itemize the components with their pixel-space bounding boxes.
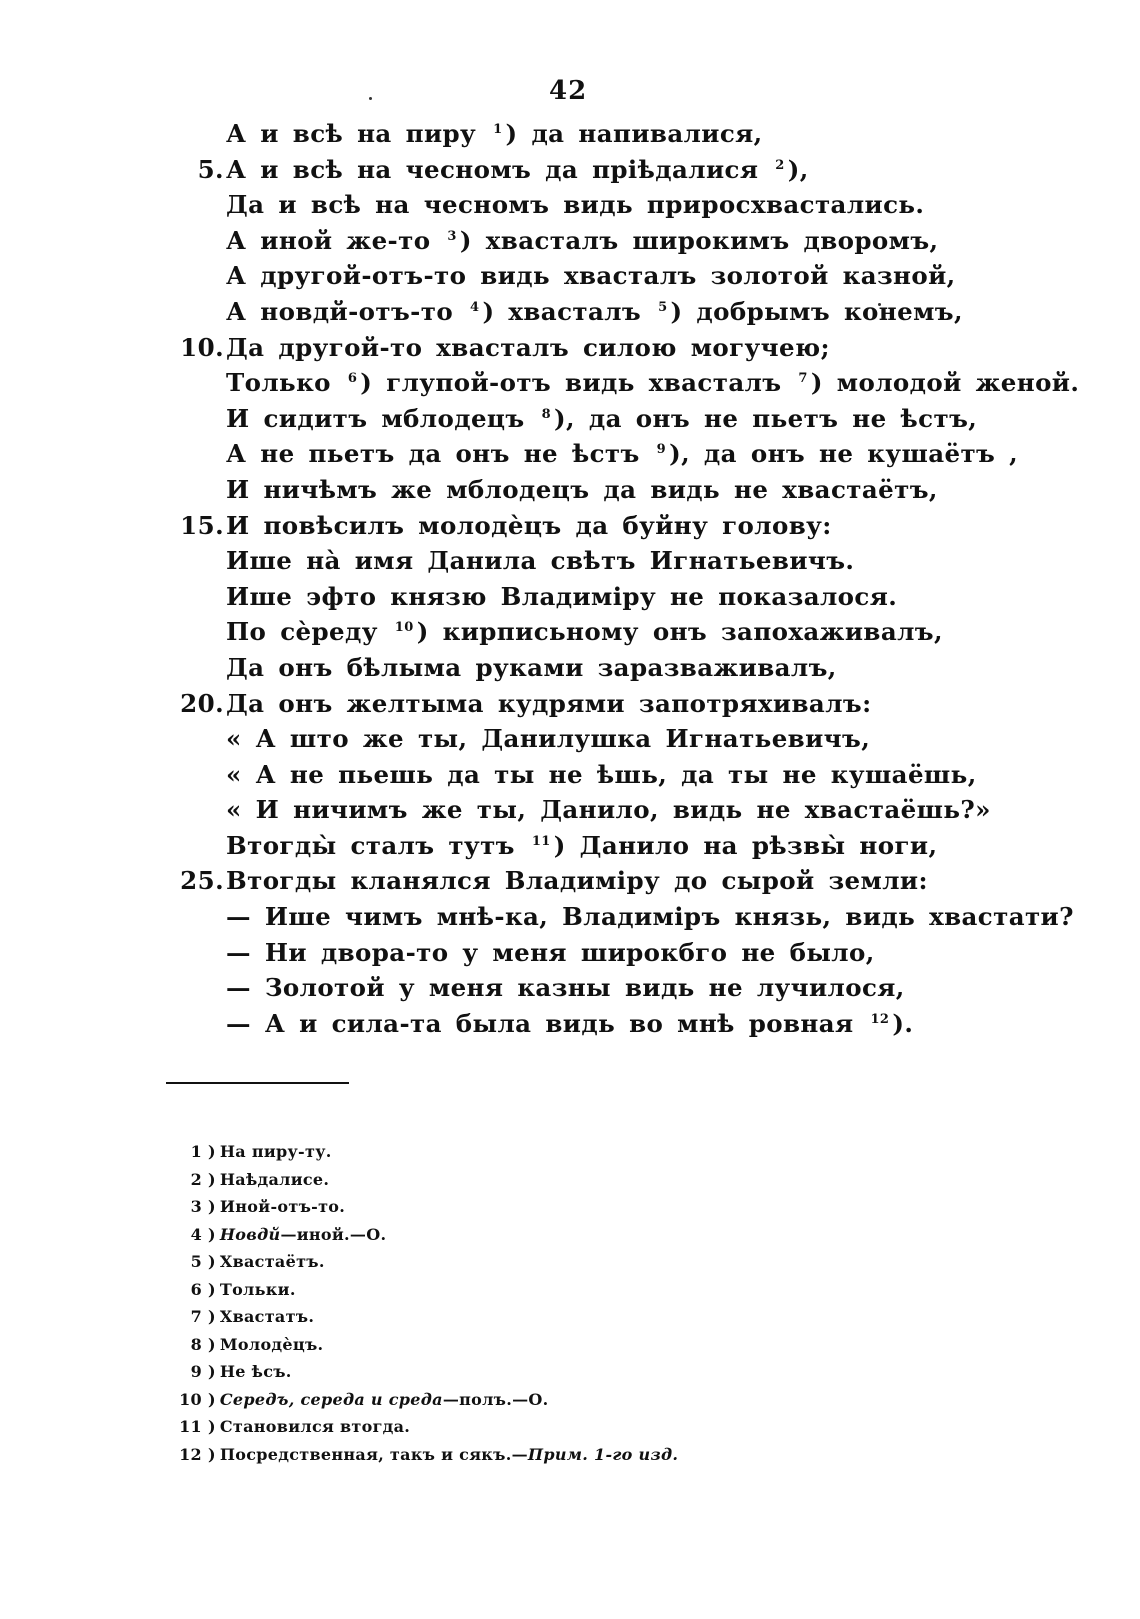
verse-text — [226, 365, 1079, 401]
footnote-number: 9 — [190, 1362, 202, 1381]
footnote-number: 6 — [190, 1279, 202, 1299]
footnote-marker: 3 — [447, 228, 457, 244]
footnote-paren: ) — [208, 1142, 216, 1161]
verse-line — [150, 116, 1010, 152]
poem-verses — [150, 116, 1080, 1041]
footnote-plain-text: Хвастатъ. — [219, 1307, 315, 1326]
verse-text — [226, 686, 872, 722]
footnote-marker: 4 — [470, 299, 480, 315]
verse-line — [150, 828, 1010, 864]
footnote-after-text: —иной.—О. — [280, 1224, 387, 1244]
verse-fragment: ) хвасталъ — [482, 296, 656, 326]
verse-fragment: А другой-отъ-то видь хвасталъ золотой казной, — [226, 261, 956, 291]
footnote-plain-text: Иной-отъ-то. — [219, 1197, 346, 1216]
page-number: 42 — [549, 76, 588, 106]
footnote — [172, 1193, 678, 1221]
footnote-paren: ) — [208, 1444, 216, 1464]
verse-text — [226, 472, 938, 508]
footnote-marker: 10 — [394, 620, 414, 636]
verse-text — [226, 899, 1074, 935]
verse-line — [150, 686, 1010, 722]
verse-text — [226, 294, 963, 330]
verse-number: 10. — [180, 332, 224, 362]
verse-fragment: Втогды̀ сталъ тутъ — [226, 830, 529, 860]
verse-text — [226, 330, 830, 366]
footnote-plain-text: Посредственная, такъ и сякъ.— — [219, 1444, 528, 1464]
verse-text — [226, 863, 928, 899]
verse-line — [150, 330, 1010, 366]
verse-text — [226, 970, 905, 1006]
verse-number: 15. — [180, 510, 224, 540]
verse-fragment: ) хвасталъ широкимъ дворомъ, — [459, 225, 939, 255]
footnote-number: 5 — [190, 1252, 202, 1271]
verse-fragment: Да и всѣ на чесномъ видь прирoсхвастались. — [226, 190, 925, 220]
footnote-paren: ) — [208, 1417, 216, 1436]
verse-line — [150, 579, 1010, 615]
footnote — [172, 1386, 678, 1414]
footnote-divider — [166, 1082, 349, 1084]
footnote-italic-text: Новдй — [219, 1224, 281, 1244]
verse-fragment: Да другой-то хвасталъ силою могучею; — [226, 332, 830, 362]
verse-fragment: Ише эфто князю Владимiру не показалося. — [226, 581, 898, 611]
verse-text — [226, 152, 809, 188]
footnote-number: 4 — [190, 1224, 202, 1244]
verse-line — [150, 543, 1010, 579]
verse-fragment: ), да онъ не кушаётъ , — [669, 439, 1019, 469]
footnote-marker: 7 — [798, 371, 808, 387]
footnote-plain-text: Не ѣсъ. — [219, 1362, 292, 1381]
verse-fragment: « И ничимъ же ты, Данило, видь не хвастаёшь?» — [226, 795, 991, 825]
footnote-number: 12 — [179, 1444, 202, 1464]
verse-fragment: ), — [787, 154, 809, 184]
footnote-number: 11 — [179, 1417, 202, 1436]
verse-text — [226, 1006, 913, 1042]
footnote — [172, 1331, 678, 1359]
footnote-number: 2 — [190, 1169, 202, 1189]
verse-line — [150, 792, 1010, 828]
verse-fragment: А новдй-отъ-то — [226, 296, 467, 326]
verse-text — [226, 187, 924, 223]
verse-fragment: ), да онъ не пьетъ не ѣстъ, — [554, 403, 978, 433]
footnote — [172, 1221, 678, 1249]
verse-line — [150, 1006, 1010, 1042]
footnotes — [172, 1138, 678, 1468]
verse-line — [150, 187, 1010, 223]
verse-line — [150, 472, 1010, 508]
verse-text — [226, 579, 897, 615]
verse-fragment: ) кирписьному онъ запохаживалъ, — [416, 617, 943, 647]
footnote — [172, 1276, 678, 1304]
footnote-paren: ) — [208, 1197, 216, 1216]
print-speck — [369, 97, 372, 100]
footnote-number: 10 — [179, 1389, 202, 1409]
footnote-paren: ) — [208, 1169, 216, 1189]
footnote — [172, 1358, 678, 1386]
footnote — [172, 1138, 678, 1166]
verse-fragment: ). — [892, 1008, 914, 1038]
footnote — [172, 1248, 678, 1276]
verse-line — [150, 436, 1019, 472]
verse-text — [226, 757, 977, 793]
footnote-italic-text: Прим. 1-го изд. — [527, 1444, 679, 1464]
verse-line — [150, 294, 1010, 330]
footnote — [172, 1303, 678, 1331]
verse-fragment: А иной же-то — [226, 225, 445, 255]
verse-text — [226, 116, 763, 152]
verse-fragment: А и всѣ на чесномъ да прiѣдалися — [226, 154, 773, 184]
verse-fragment: А и всѣ на пиру — [226, 119, 491, 148]
verse-fragment: Да онъ бѣлыма руками заразваживалъ, — [226, 652, 837, 682]
verse-line — [150, 935, 1010, 971]
verse-fragment: « А што же ты, Данилушка Игнатьевичъ, — [226, 724, 871, 754]
verse-fragment: И повѣсилъ молодѐцъ да буйну голову: — [226, 510, 832, 540]
verse-fragment: По сѐреду — [226, 617, 392, 647]
verse-fragment: « А не пьешь да ты не ѣшь, да ты не кушаёшь, — [226, 759, 977, 789]
verse-line — [150, 970, 1010, 1006]
verse-fragment: ) глупой-отъ видь хвасталъ — [360, 368, 796, 398]
footnote-paren: ) — [208, 1279, 216, 1299]
verse-fragment: ) да напивалися, — [505, 119, 763, 148]
verse-fragment: Ише нà имя Данила свѣтъ Игнатьевичъ. — [226, 546, 855, 576]
verse-line — [150, 721, 1010, 757]
footnote-marker: 2 — [775, 157, 785, 173]
footnote — [172, 1166, 678, 1194]
verse-fragment: ) добрымъ конемъ, — [670, 296, 963, 326]
footnote-marker: 6 — [347, 371, 358, 387]
footnote-marker: 8 — [541, 406, 552, 422]
footnote-number: 1 — [190, 1142, 202, 1161]
footnote-marker: 1 — [493, 122, 503, 137]
verse-number: 25. — [180, 866, 224, 896]
footnote-plain-text: Хвастаётъ. — [219, 1252, 325, 1271]
verse-number: 20. — [180, 688, 224, 718]
verse-text — [226, 508, 832, 544]
verse-text — [226, 401, 977, 437]
footnote-marker: 9 — [656, 442, 667, 458]
footnote-number: 8 — [190, 1334, 202, 1354]
verse-line — [150, 152, 1010, 188]
verse-line — [150, 508, 1010, 544]
verse-line — [150, 899, 1074, 935]
verse-line — [150, 401, 1010, 437]
verse-fragment: Втогды кланялся Владимiру до сырой земли: — [226, 866, 928, 896]
footnote-paren: ) — [208, 1389, 216, 1409]
verse-text — [226, 792, 991, 828]
verse-fragment: ) Данило на рѣзвы̀ ноги, — [553, 830, 938, 860]
verse-fragment: Только — [226, 368, 345, 398]
verse-fragment: — Золотой у меня казны видь не лучилося, — [226, 973, 905, 1003]
verse-line — [150, 223, 1010, 259]
verse-text — [226, 258, 956, 294]
footnote — [172, 1441, 678, 1469]
footnote-after-text: —полъ.—О. — [442, 1389, 549, 1409]
footnote — [172, 1413, 678, 1441]
verse-text — [226, 935, 875, 971]
footnote-marker: 12 — [870, 1011, 890, 1027]
footnote-paren: ) — [208, 1252, 216, 1271]
verse-line — [150, 258, 1010, 294]
verse-fragment: Да онъ желтыма кудрями запотряхивалъ: — [226, 688, 872, 718]
footnote-paren: ) — [208, 1224, 216, 1244]
verse-fragment: А не пьетъ да онъ не ѣстъ — [226, 439, 654, 469]
verse-fragment: — А и сила-та была видь во мнѣ ровная — [226, 1008, 868, 1038]
footnote-plain-text: Становился втогда. — [219, 1417, 411, 1436]
footnote-plain-text: Молодѐцъ. — [219, 1334, 324, 1354]
footnote-plain-text: На пиру-ту. — [219, 1142, 332, 1161]
verse-line — [150, 614, 1010, 650]
footnote-marker: 5 — [658, 299, 668, 315]
verse-line — [150, 757, 1010, 793]
footnote-number: 7 — [190, 1307, 202, 1326]
verse-text — [226, 614, 943, 650]
verse-line — [150, 650, 1010, 686]
footnote-paren: ) — [208, 1307, 216, 1326]
footnote-plain-text: Тольки. — [219, 1279, 296, 1299]
verse-line — [150, 863, 1010, 899]
verse-text — [226, 650, 837, 686]
footnote-marker: 11 — [531, 833, 551, 849]
footnote-italic-text: Середъ, середа и среда — [219, 1389, 443, 1409]
verse-number: 5. — [197, 154, 224, 184]
verse-fragment: И сидитъ мблодецъ — [226, 403, 539, 433]
footnote-number: 3 — [190, 1197, 202, 1216]
footnote-paren: ) — [208, 1334, 216, 1354]
verse-fragment: — Ни двора-то у меня широкбго не было, — [226, 937, 875, 967]
verse-text — [226, 828, 937, 864]
verse-text — [226, 223, 938, 259]
footnote-plain-text: Наѣдалисе. — [219, 1169, 330, 1189]
verse-fragment: ) молодой женой. — [810, 368, 1080, 398]
verse-fragment: — Ише чимъ мнѣ-ка, Владимiръ князь, видь хвастати? — [226, 902, 1074, 932]
verse-text — [226, 543, 854, 579]
footnote-paren: ) — [208, 1362, 216, 1381]
verse-fragment: И ничѣмъ же мблодецъ да видь не хвастаётъ, — [226, 474, 938, 504]
verse-text — [226, 721, 870, 757]
verse-text — [226, 436, 1018, 472]
verse-line — [150, 365, 1080, 401]
